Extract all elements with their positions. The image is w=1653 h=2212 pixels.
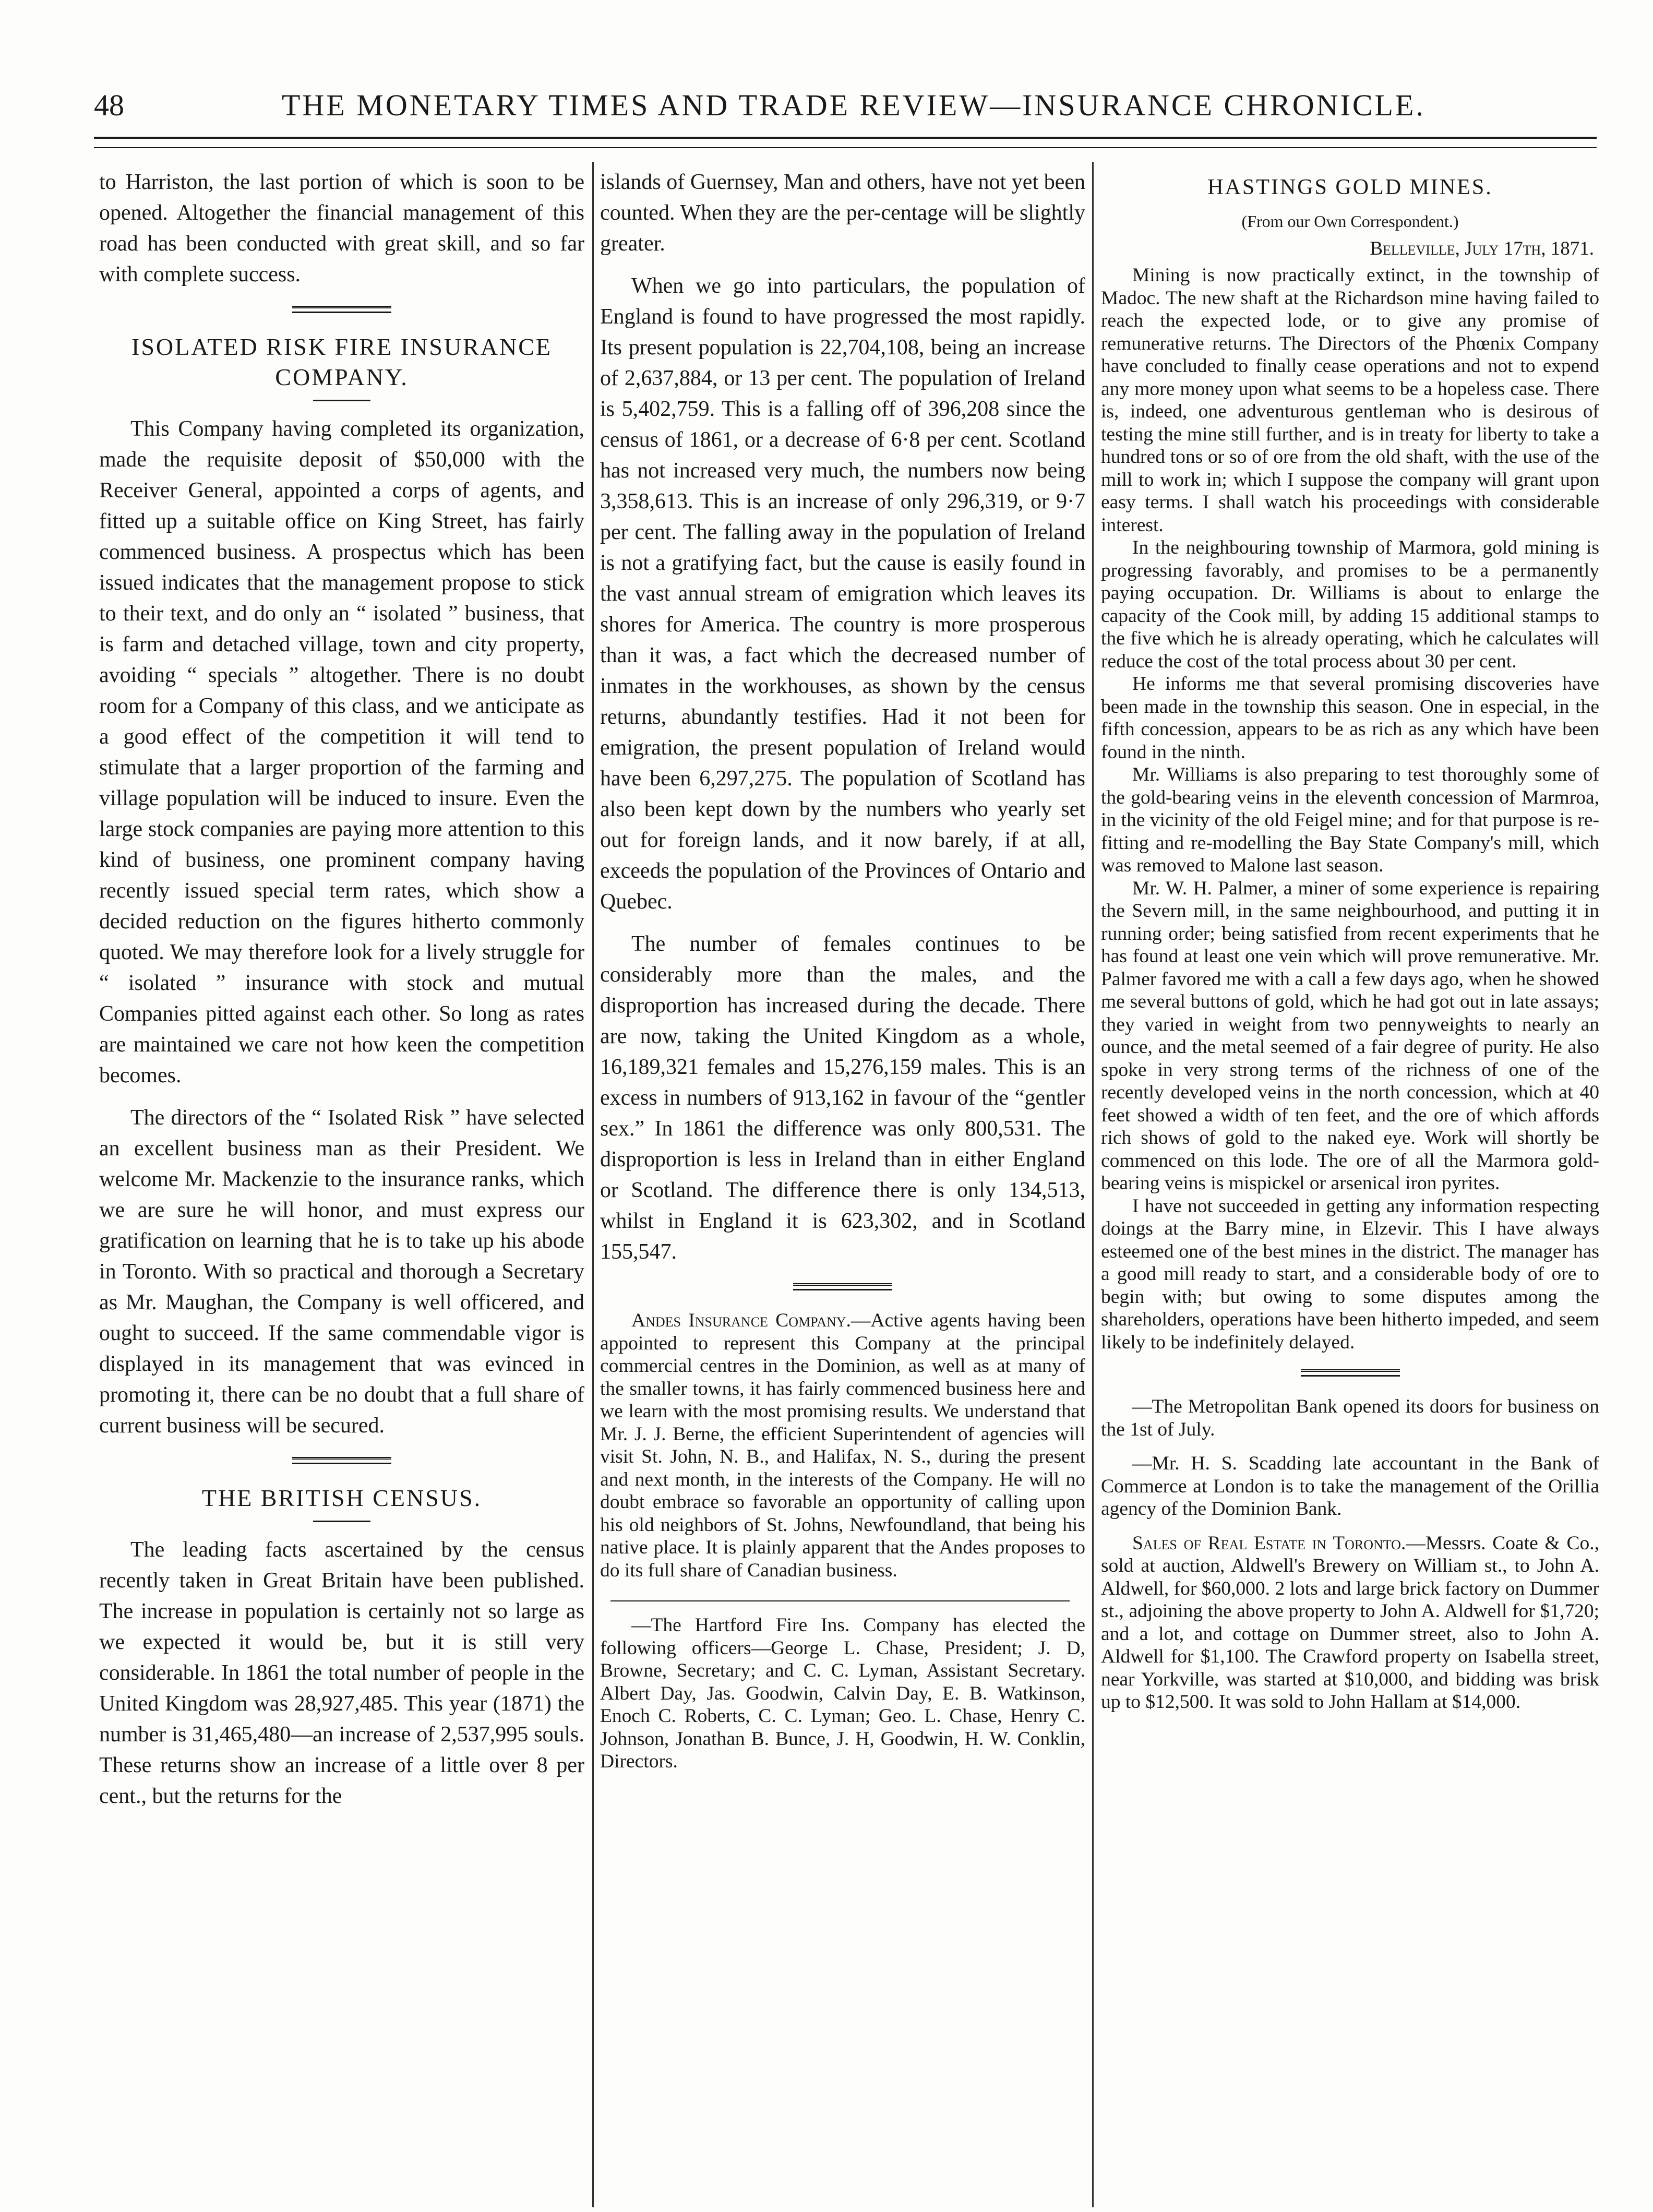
heading-rule bbox=[313, 400, 370, 401]
article-paragraph: In the neighbouring township of Marmora, gold mining is progressing favorably, and promises to be a permanently paying occupation. Dr. Williams is about to enlarge the capacity of the Cook mill, by adding 15 additional stamps to the five which he is already operating, which he calculates will reduce the cost of the total process about 30 per cent. bbox=[1101, 537, 1599, 672]
article-heading-isolated-risk: ISOLATED RISK FIRE INSURANCE COMPANY. bbox=[131, 333, 552, 390]
header-rule-thin bbox=[94, 147, 1597, 148]
article-paragraph: Mr. W. H. Palmer, a miner of some experience is repairing the Severn mill, in the same neighbourhood, and putting it in running order; being satisfied from recent experiments that he has found at least one vein which will prove remunerative. Mr. Palmer favored me with a call a few days ago, when he showed me several buttons of gold, which he had got out in late assays; they varied in weight from two pennyweights to nearly an ounce, and the metal seemed of a fair degree of purity. He also spoke in very strong terms of the richness of one of the recently developed veins in the north concession, which at 40 feet showed a width of ten feet, and the ore of which affords rich shows of gold to the naked eye. Work will shortly be commenced on this lode. The ore of all the Marmora gold-bearing veins is mispickel or arsenical iron pyrites. bbox=[1101, 877, 1599, 1194]
andes-body: —Active agents having been appointed to represent this Company at the principal commercial centres in the Dominion, as well as at many of the smaller towns, it has fairly commenced business here and we learn with the most promising results. We understand that Mr. J. J. Berne, the efficient Superintendent of agencies will visit St. John, N. B., and Halifax, N. S., during the present and next month, in the interests of the Company. He will no doubt embrace so favorable an opportunity of calling upon his old neighbors of St. Johns, Newfoundland, that being his native place. It is plainly apparent that the Andes proposes to do its full share of Canadian business. bbox=[600, 1310, 1085, 1581]
article-paragraph: The directors of the “ Isolated Risk ” have selected an excellent business man as their President. We welcome Mr. Mackenzie to the insurance ranks, which we are sure he will honor, and must express our gratification on learning that he is to take up his abode in Toronto. With so practical and thorough a Secretary as Mr. Maughan, the Company is well officered, and ought to succeed. If the same commendable vigor is displayed in its management that was evinced in promoting it, there can be no doubt that a full share of current business will be secured. bbox=[99, 1106, 584, 1438]
article-paragraph: I have not succeeded in getting any information respecting doings at the Barry mine, in Elzevir. This I have always esteemed one of the best mines in the district. The manager has a good mill ready to start, and a considerable body of ore to begin with; but owing to some disputes among the shareholders, operations have been hitherto impeded, and seem likely to be indefinitely delayed. bbox=[1101, 1195, 1599, 1353]
column-1 bbox=[99, 167, 584, 1812]
news-item: —Mr. H. S. Scadding late accountant in the Bank of Commerce at London is to take the management of the Orillia agency of the Dominion Bank. bbox=[1101, 1453, 1599, 1520]
section-separator bbox=[292, 306, 391, 313]
article-paragraph: When we go into particulars, the population of England is found to have progressed the most rapidly. Its present population is 22,704,108, being an increase of 2,637,884, or 13 per cent. The population of Ireland is 5,402,759. This is a falling off of 396,208 since the census of 1861, or a decrease of 6·8 per cent. Scotland has not increased very much, the numbers now being 3,358,613. This is an increase of only 296,319, or 9·7 per cent. The falling away in the population of Ireland is not a gratifying fact, but the cause is easily found in the vast annual stream of emigration which leaves its shores for America. The country is more prosperous than it was, a fact which the decreased number of inmates in the workhouses, as shown by the census returns, abundantly testifies. Had it not been for emigration, the present population of Ireland would have been 6,297,275. The population of Scotland has also been kept down by the numbers who yearly set out for foreign lands, and it now barely, if at all, exceeds the population of the Provinces of Ontario and Quebec. bbox=[600, 274, 1085, 914]
item-rule bbox=[610, 1600, 1070, 1601]
article-paragraph: Mining is now practically extinct, in the township of Madoc. The new shaft at the Richardson mine having failed to reach the expected lode, or to give any promise of remunerative returns. The Directors of the Phœnix Company have concluded to finally cease operations and not to expend any more money upon what seems to be a hopeless case. There is, indeed, one adventurous gentleman who is desirous of testing the mine still further, and is in treaty for liberty to take a hundred tons or so of ore from the old shaft, with the use of the mill to work in; which I suppose the company will grant upon easy terms. I shall watch his proceedings with considerable interest. bbox=[1101, 265, 1599, 536]
column-divider bbox=[1092, 162, 1094, 2207]
section-separator bbox=[292, 1457, 391, 1464]
article-paragraph: The leading facts ascertained by the census recently taken in Great Britain have been published. The increase in population is certainly not so large as we expected it would be, but it is still very considerable. In 1861 the total number of people in the United Kingdom was 28,927,485. This year (1871) the number is 31,465,480—an increase of 2,537,995 souls. These returns show an increase of a little over 8 per cent., but the returns for the bbox=[99, 1538, 584, 1808]
page-number: 48 bbox=[94, 88, 124, 122]
news-item: —The Metropolitan Bank opened its doors for business on the 1st of July. bbox=[1101, 1396, 1599, 1440]
article-paragraph: The number of females continues to be considerably more than the males, and the disproportion has increased during the decade. There are now, taking the United Kingdom as a whole, 16,189,321 females and 15,276,159 males. This is an excess in numbers of 913,162 in favour of the “gentler sex.” In 1861 the difference was only 800,531. The disproportion is less in Ireland than in either England or Scotland. The difference there is only 134,513, whilst in England it is 623,302, and in Scotland 155,547. bbox=[600, 932, 1085, 1264]
section-separator bbox=[1301, 1369, 1400, 1377]
article-heading-hastings: HASTINGS GOLD MINES. bbox=[1207, 175, 1493, 199]
andes-lead: Andes Insurance Company. bbox=[631, 1310, 851, 1331]
article-heading-british-census: THE BRITISH CENSUS. bbox=[201, 1485, 482, 1511]
article-paragraph: He informs me that several promising discoveries have been made in the township this season. One in especial, in the fifth concession, appears to be as rich as any which have been found in the ninth. bbox=[1101, 673, 1599, 763]
page-header bbox=[94, 88, 1597, 135]
correspondent-note: (From our Own Correspondent.) bbox=[1241, 212, 1459, 231]
hartford-item: —The Hartford Fire Ins. Company has elected the following officers—George L. Chase, President; J. D, Browne, Secretary; and C. C. Lyman, Assistant Secretary. Albert Day, Jas. Goodwin, Calvin Day, E. B. Watkinson, Enoch C. Roberts, C. C. Lyman; Geo. L. Chase, Henry C. Johnson, Jonathan B. Bunce, J. H, Goodwin, H. W. Conklin, Directors. bbox=[600, 1615, 1085, 1772]
column-3 bbox=[1101, 167, 1599, 1714]
continuation-paragraph: to Harriston, the last portion of which is soon to be opened. Altogether the financial management of this road has been conducted with great skill, and so far with complete success. bbox=[99, 170, 584, 286]
dateline: Belleville, July 17th, 1871. bbox=[1370, 238, 1594, 259]
sales-lead: Sales of Real Estate in Toronto. bbox=[1132, 1532, 1406, 1554]
column-2 bbox=[600, 167, 1085, 1773]
andes-item bbox=[600, 1309, 1085, 1582]
article-paragraph: This Company having completed its organization, made the requisite deposit of $50,000 with the Receiver General, appointed a corps of agents, and fitted up a suitable office on King Street, has fairly commenced business. A prospectus which has been issued indicates that the management propose to stick to their text, and do only an “ isolated ” business, that is farm and detached village, town and city property, avoiding “ specials ” altogether. There is no doubt room for a Company of this class, and we anticipate as a good effect of the competition it will tend to stimulate that a larger proportion of the farming and village population will be induced to insure. Even the large stock companies are paying more attention to this kind of business, one prominent company having recently issued special term rates, which show a decided reduction on the figures hitherto commonly quoted. We may therefore look for a lively struggle for “ isolated ” insurance with stock and mutual Companies pitted against each other. So long as rates are maintained we care not how keen the competition becomes. bbox=[99, 417, 584, 1087]
continuation-paragraph: islands of Guernsey, Man and others, have not yet been counted. When they are the per-centage will be slightly greater. bbox=[600, 170, 1085, 256]
header-rule bbox=[94, 137, 1597, 139]
article-paragraph: Mr. Williams is also preparing to test thoroughly some of the gold-bearing veins in the eleventh concession of Marmroa, in the vicinity of the old Feigel mine; and for that purpose is re-fitting and re-modelling the Bay State Company's mill, which was removed to Malone last season. bbox=[1101, 764, 1599, 876]
section-separator bbox=[793, 1283, 892, 1290]
heading-rule bbox=[313, 1521, 370, 1522]
sales-body: —Messrs. Coate & Co., sold at auction, Aldwell's Brewery on William st., to John A. Aldwell, for $60,000. 2 lots and large brick factory on Dummer st., adjoining the above property to John A. Aldwell for $1,720; and a lot, and cottage on Dummer street, also to John A. Aldwell for $1,100. The Crawford property on Isabella street, near Yorkville, was started at $10,000, and bidding was brisk up to $12,500. It was sold to John Hallam at $14,000. bbox=[1101, 1532, 1599, 1713]
running-title: THE MONETARY TIMES AND TRADE REVIEW—INSURANCE CHRONICLE. bbox=[282, 88, 1426, 122]
column-divider bbox=[592, 162, 594, 2207]
sales-item bbox=[1101, 1532, 1599, 1714]
